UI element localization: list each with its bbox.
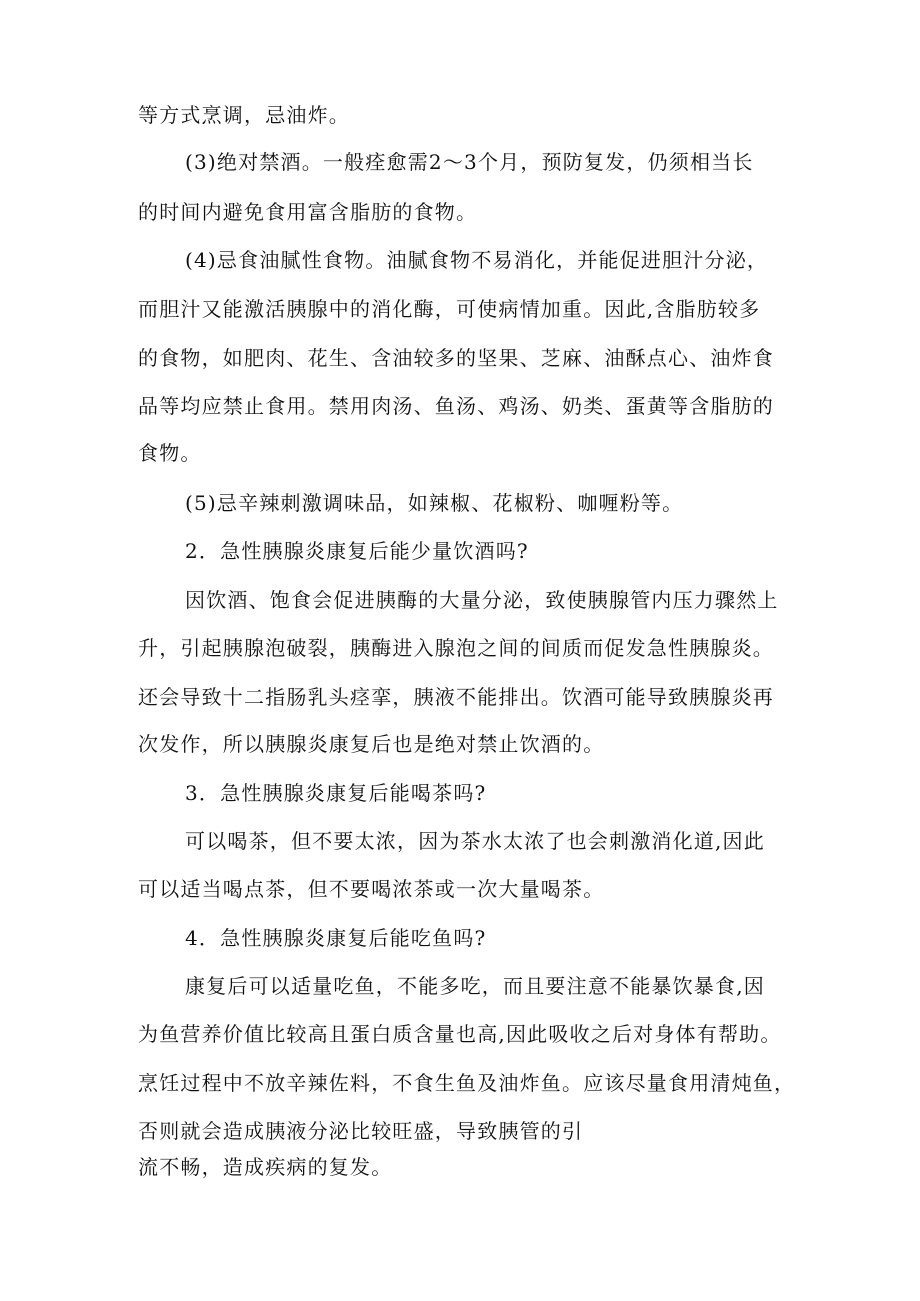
text-line: 康复后可以适量吃鱼，不能多吃，而且要注意不能暴饮暴食,因 (185, 974, 765, 998)
text-line: 升，引起胰腺泡破裂，胰酶进入腺泡之间的间质而促发急性胰腺炎。 (138, 636, 774, 660)
section-heading: 2．急性胰腺炎康复后能少量饮酒吗? (185, 539, 529, 563)
text-line: (4)忌食油腻性食物。油腻食物不易消化，并能促进胆汁分泌， (185, 248, 769, 272)
section-heading: 3．急性胰腺炎康复后能喝茶吗? (185, 781, 487, 805)
text-line: 而胆汁又能激活胰腺中的消化酶，可使病情加重。因此,含脂肪较多 (138, 297, 761, 321)
text-line: 等方式烹调，忌油炸。 (138, 103, 350, 127)
text-line: 品等均应禁止食用。禁用肉汤、鱼汤、鸡汤、奶类、蛋黄等含脂肪的 (138, 394, 774, 418)
text-line: 的时间内避免食用富含脂肪的食物。 (138, 200, 478, 224)
text-line: 的食物，如肥肉、花生、含油较多的坚果、芝麻、油酥点心、油炸食 (138, 346, 774, 370)
text-line: 可以适当喝点茶，但不要喝浓茶或一次大量喝茶。 (138, 877, 605, 901)
text-line: 因饮酒、饱食会促进胰酶的大量分泌，致使胰腺管内压力骤然上 (185, 588, 779, 612)
section-heading: 4．急性胰腺炎康复后能吃鱼吗? (185, 926, 487, 950)
text-line: 食物。 (138, 441, 202, 465)
text-line: 次发作，所以胰腺炎康复后也是绝对禁止饮酒的。 (138, 732, 605, 756)
text-line: 还会导致十二指肠乳头痉挛，胰液不能排出。饮酒可能导致胰腺炎再 (138, 685, 774, 709)
text-line: (3)绝对禁酒。一般痊愈需2～3个月，预防复发，仍须相当长 (185, 150, 754, 174)
text-line: 可以喝茶，但不要太浓，因为茶水太浓了也会刺激消化道,因此 (185, 829, 765, 853)
text-line: 流不畅，造成疾病的复发。 (138, 1155, 393, 1179)
text-line: 为鱼营养价值比较高且蛋白质含量也高,因此吸收之后对身体有帮助。 (138, 1022, 782, 1046)
text-line: (5)忌辛辣刺激调味品，如辣椒、花椒粉、咖喱粉等。 (185, 491, 684, 515)
text-line: 烹饪过程中不放辛辣佐料，不食生鱼及油炸鱼。应该尽量食用清炖鱼， (138, 1071, 796, 1095)
text-line: 否则就会造成胰液分泌比较旺盛，导致胰管的引 (138, 1119, 584, 1143)
